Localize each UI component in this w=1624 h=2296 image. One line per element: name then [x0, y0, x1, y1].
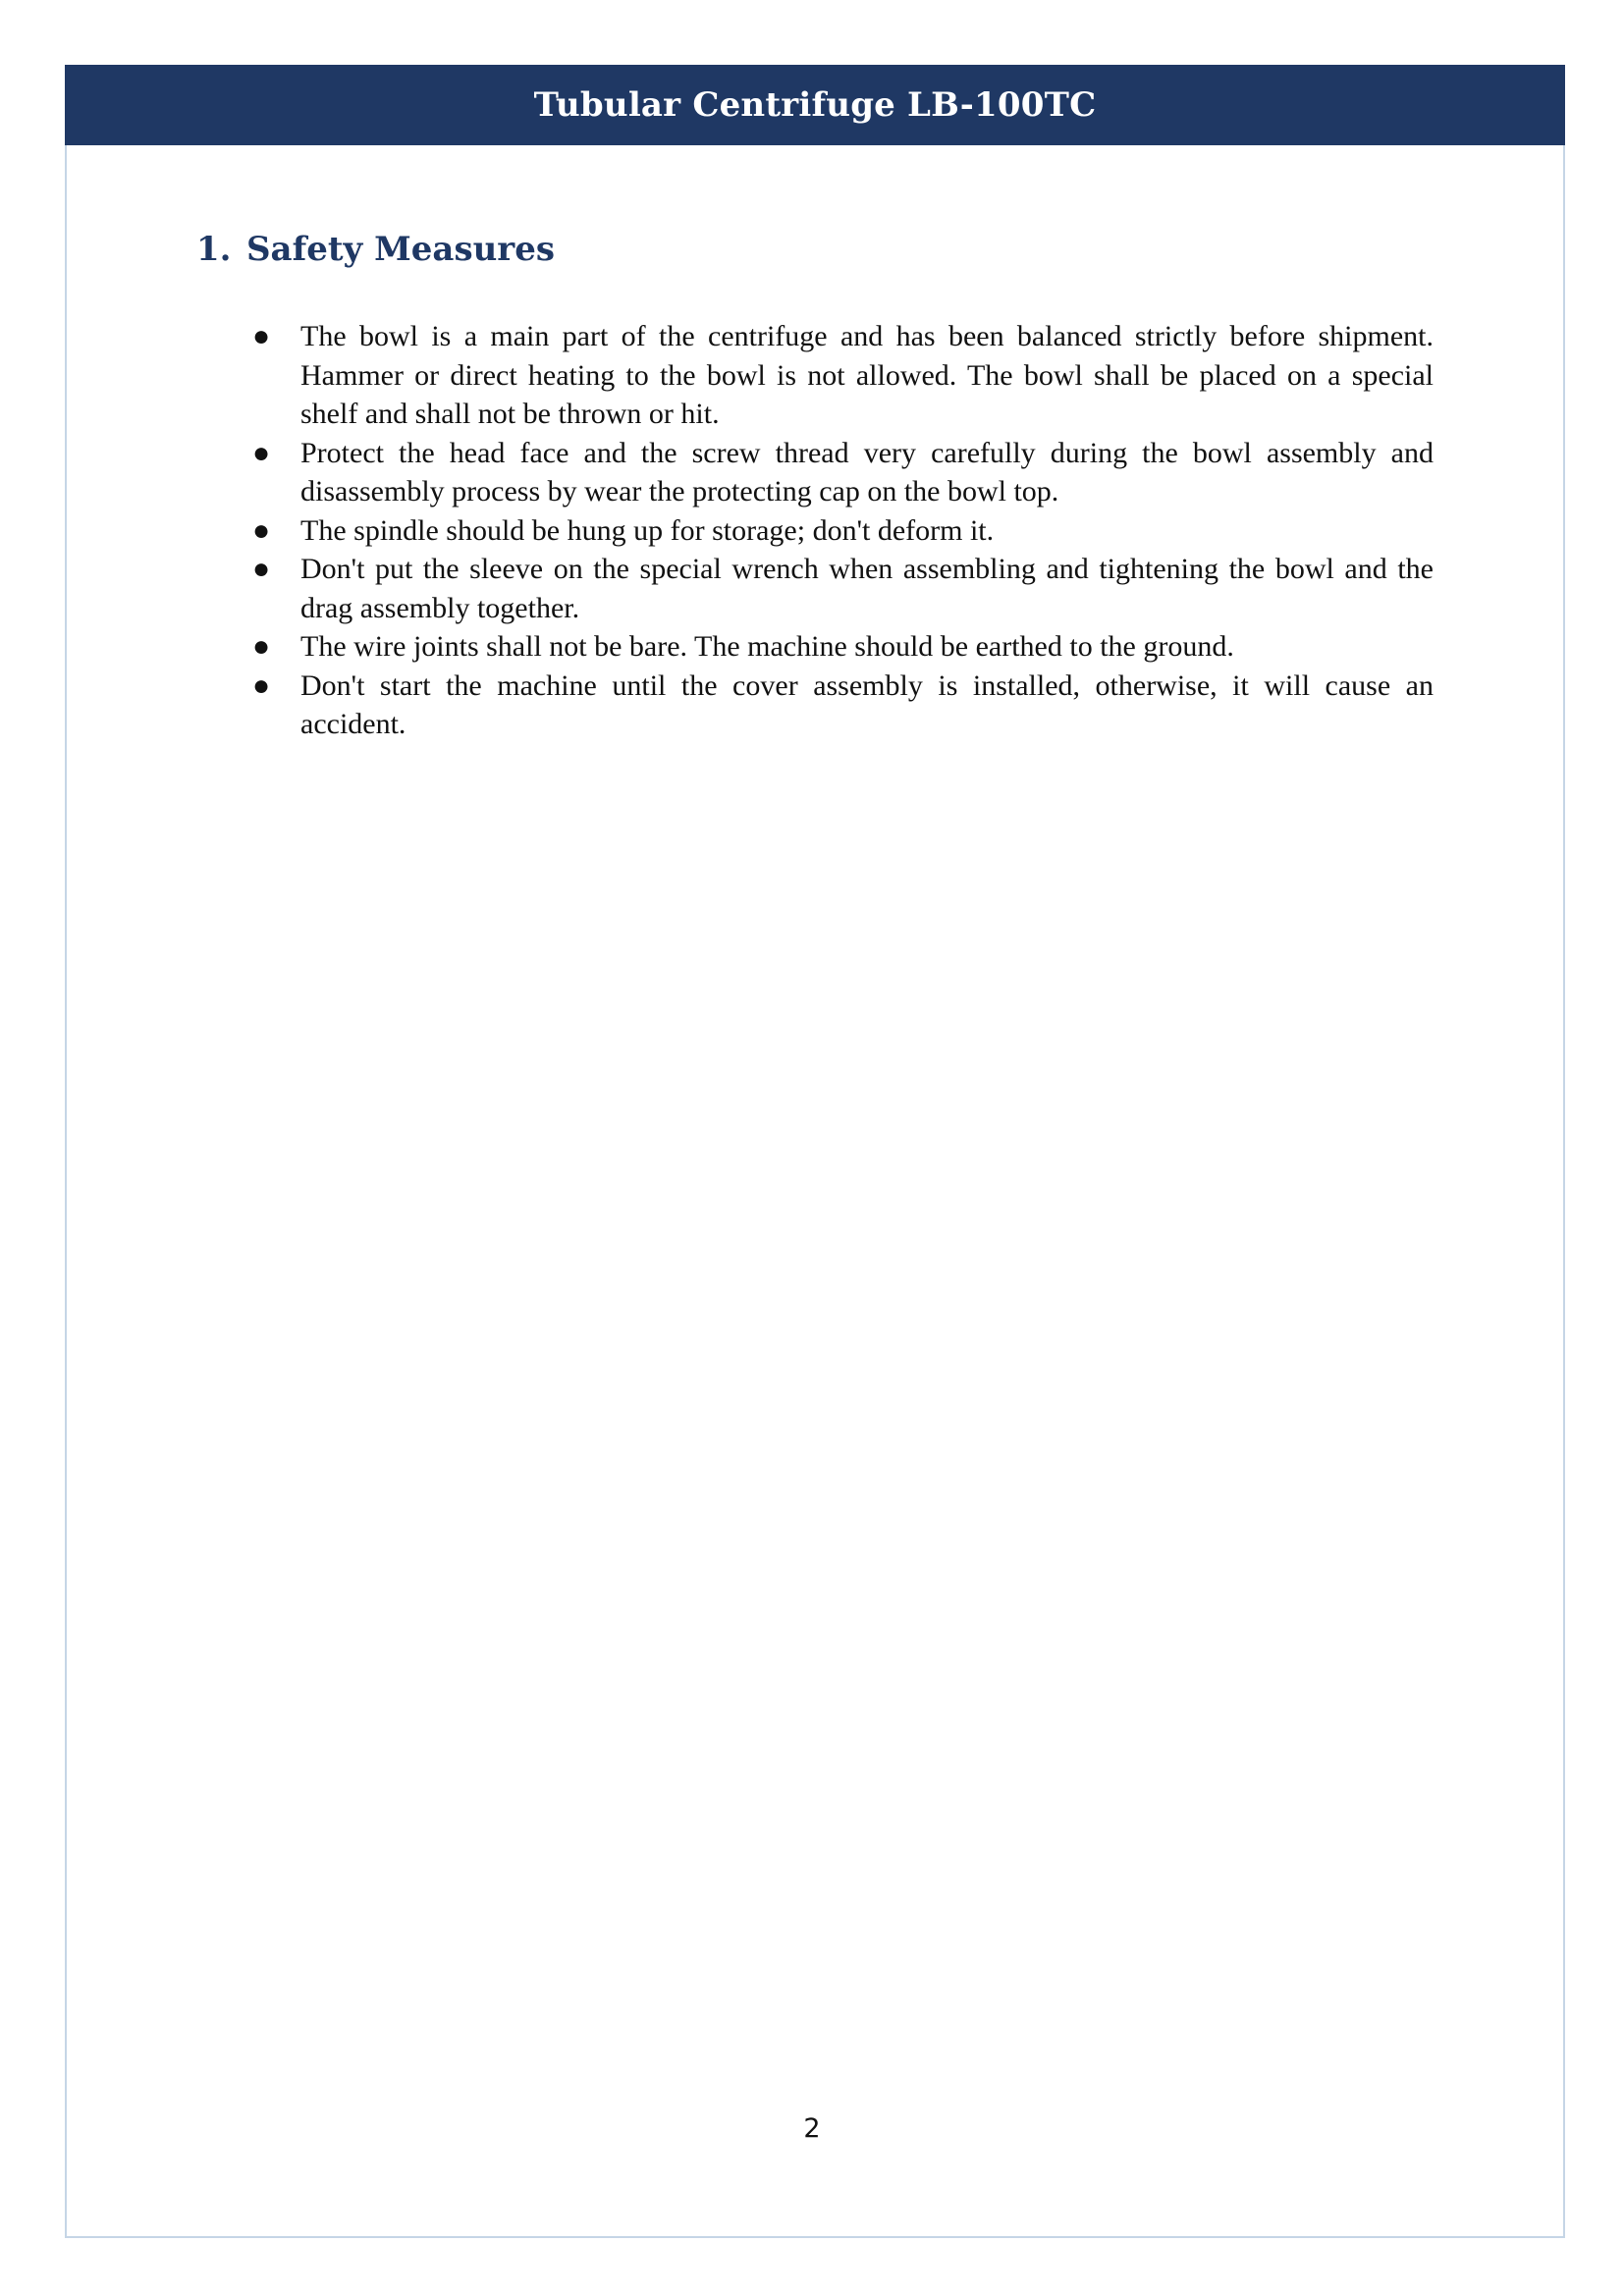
bullet-icon: ● [252, 320, 271, 352]
list-item-text: Protect the head face and the screw thread very carefully during the bowl assembly and disassembly process by wear the protecting cap on the bowl top. [300, 436, 1434, 507]
list-item [249, 317, 1434, 434]
safety-measures-list [249, 317, 1434, 744]
bullet-icon: ● [252, 436, 271, 469]
list-item-text: The bowl is a main part of the centrifuge and has been balanced strictly before shipment. Hammer or direct heating to the bowl is not allowed. The bowl shall be placed on a special shelf and shall not be thrown or hit. [300, 320, 1434, 430]
list-item [249, 434, 1434, 511]
section-heading [196, 230, 555, 269]
section-title: Safety Measures [246, 230, 555, 269]
bullet-icon: ● [252, 668, 271, 702]
list-item [249, 667, 1434, 744]
bullet-icon: ● [252, 630, 271, 663]
header-bar [65, 65, 1565, 145]
page-number: 2 [803, 2113, 821, 2144]
list-item-text: The spindle should be hung up for storage; don't deform it. [300, 513, 995, 547]
section-number: 1. [196, 230, 232, 269]
list-item-text: Don't start the machine until the cover assembly is installed, otherwise, it will cause an accident. [300, 668, 1434, 740]
bullet-icon: ● [252, 513, 271, 547]
list-item [249, 511, 1434, 551]
list-item-text: The wire joints shall not be bare. The machine should be earthed to the ground. [300, 630, 1234, 663]
list-item-text: Don't put the sleeve on the special wrench when assembling and tightening the bowl and the drag assembly together. [300, 553, 1434, 624]
bullet-icon: ● [252, 553, 271, 585]
list-item [249, 550, 1434, 627]
list-item [249, 627, 1434, 667]
document-title: Tubular Centrifuge LB-100TC [533, 85, 1097, 125]
